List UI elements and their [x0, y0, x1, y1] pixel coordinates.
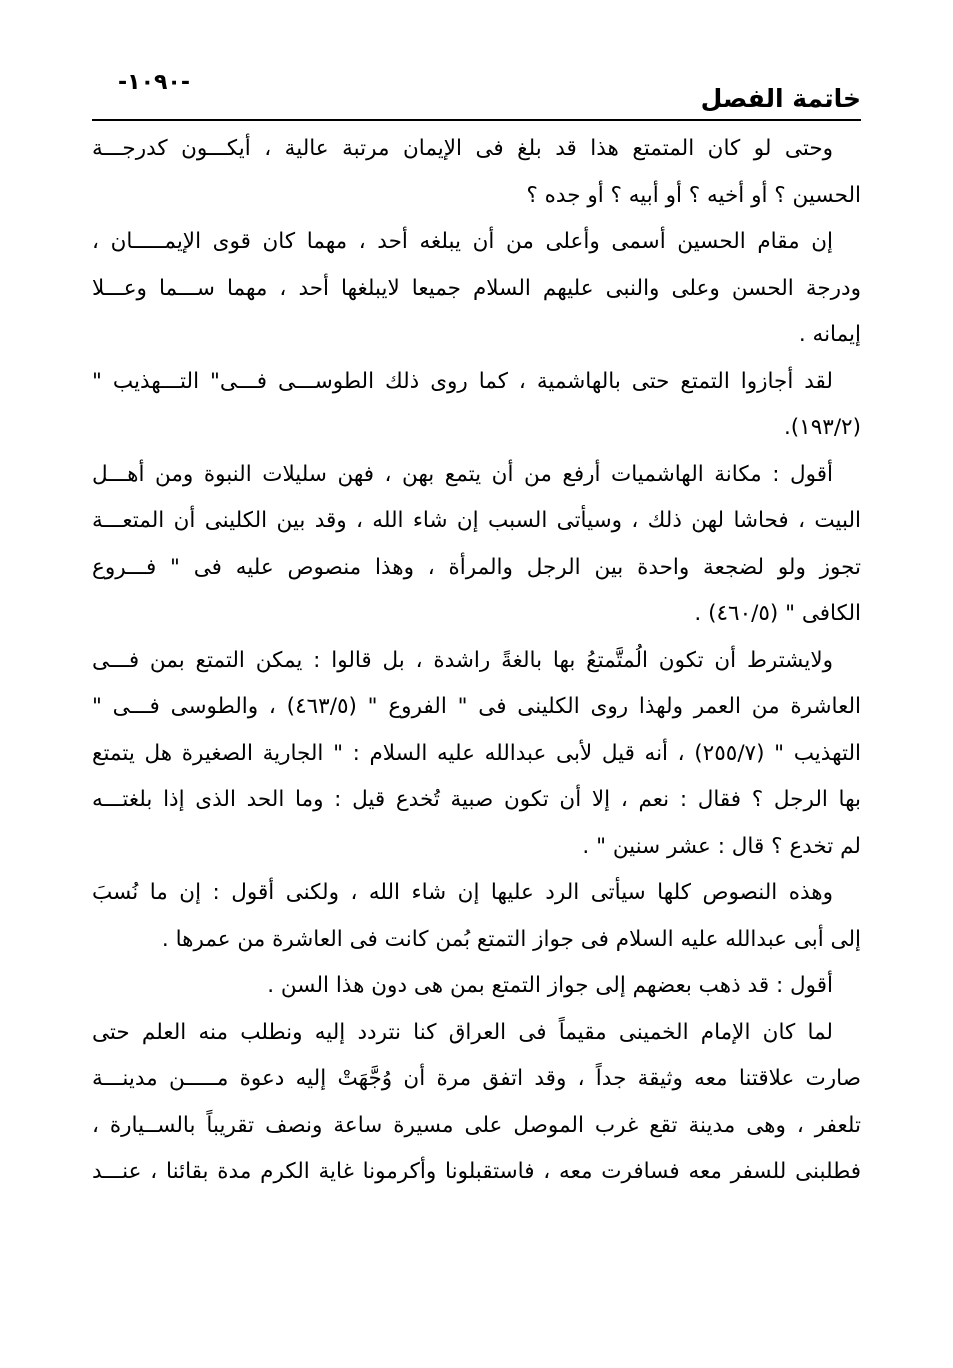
text-line: العاشرة من العمر ولهذا روى الكلينى فى " الفروع " (٤٦٣/٥) ، والطوسى فـــى " — [92, 694, 861, 719]
page-number: -١٠٩٠- — [118, 70, 190, 95]
chapter-title: خاتمة الفصل — [700, 84, 861, 113]
text-line: تجوز ولو لضجعة واحدة بين الرجل والمرأة ، وهذا منصوص عليه فى " فـــروع — [92, 554, 861, 580]
text-line: بها الرجل ؟ فقال : نعم ، إلا أن تكون صبية تُخدع قيل : وما الحد الذى إذا بلغتـــه — [92, 787, 861, 812]
text-line: صارت علاقتنا معه وثيقة جداً ، وقد اتفق مرة أن وُجَّهَتْ إليه دعوة مـــــن مدينـــة — [92, 1066, 861, 1091]
text-line: إلى أبى عبدالله عليه السلام فى جواز التمتع بُمن كانت فى العاشرة من عمرها . — [161, 926, 861, 952]
text-line: البيت ، فحاشا لهن ذلك ، وسيأتى السبب إن شاء الله ، وقد بين الكلينى أن المتعـــة — [92, 508, 861, 533]
text-line: فطلبنى للسفر معه فسافرت معه ، فاستقبلونا وأكرمونا غاية الكرم مدة بقائنا ، عنـــد — [92, 1159, 861, 1184]
text-line: أقول : قد ذهب بعضهم إلى جواز التمتع بمن هى دون هذا السن . — [267, 973, 833, 998]
text-line: الكافى " (٤٦٠/٥) . — [694, 601, 861, 626]
text-line: لم تخدع ؟ قال : عشر سنين " . — [582, 833, 861, 859]
text-line: إيمانه . — [798, 322, 861, 347]
header-divider — [92, 119, 861, 121]
text-line: لقد أجازوا التمتع حتى بالهاشمية ، كما روى ذلك الطوســـى فـــى" التـــهذيب " — [92, 368, 833, 394]
text-line: وحتى لو كان المتمتع هذا قد بلغ فى الإيمان مرتبة عالية ، أيكـــون كدرجـــة — [92, 136, 833, 161]
body-text — [92, 126, 861, 1196]
text-line: أقول : مكانة الهاشميات أرفع من أن يتمع بهن ، فهن سليلات النبوة ومن أهـــل — [92, 461, 833, 487]
text-line: الحسين ؟ أو أخيه ؟ أو أبيه ؟ أو جده ؟ — [526, 182, 861, 208]
text-line: ودرجة الحسن وعلى والنبى عليهم السلام جميعا لايبلغها أحد ، مهما ســـما وعـــلا — [92, 275, 861, 301]
text-line: لما كان الإمام الخمينى مقيماً فى العراق كنا نتردد إليه ونطلب منه العلم حتى — [92, 1019, 833, 1045]
text-line: تلعفر ، وهى مدينة تقع غرب الموصل على مسيرة ساعة ونصف تقريباً بالســيارة ، — [92, 1112, 861, 1138]
text-line: (١٩٣/٢). — [783, 415, 861, 440]
text-line: وهذه النصوص كلها سيأتى الرد عليها إن شاء الله ، ولكنى أقول : إن ما نُسبَ — [92, 880, 833, 905]
text-line: إن مقام الحسين أسمى وأعلى من أن يبلغه أحد ، مهما كان قوى الإيمـــــان ، — [92, 229, 833, 254]
text-line: ولايشترط أن تكون الُمتَّمتعُ بها بالغةً راشدة ، بل قالوا : يمكن التمتع بمن فـــى — [92, 647, 833, 673]
text-line: التهذيب " (٢٥٥/٧) ، أنه قيل لأبى عبدالله عليه السلام : " الجارية الصغيرة هل يتمتع — [92, 740, 861, 766]
